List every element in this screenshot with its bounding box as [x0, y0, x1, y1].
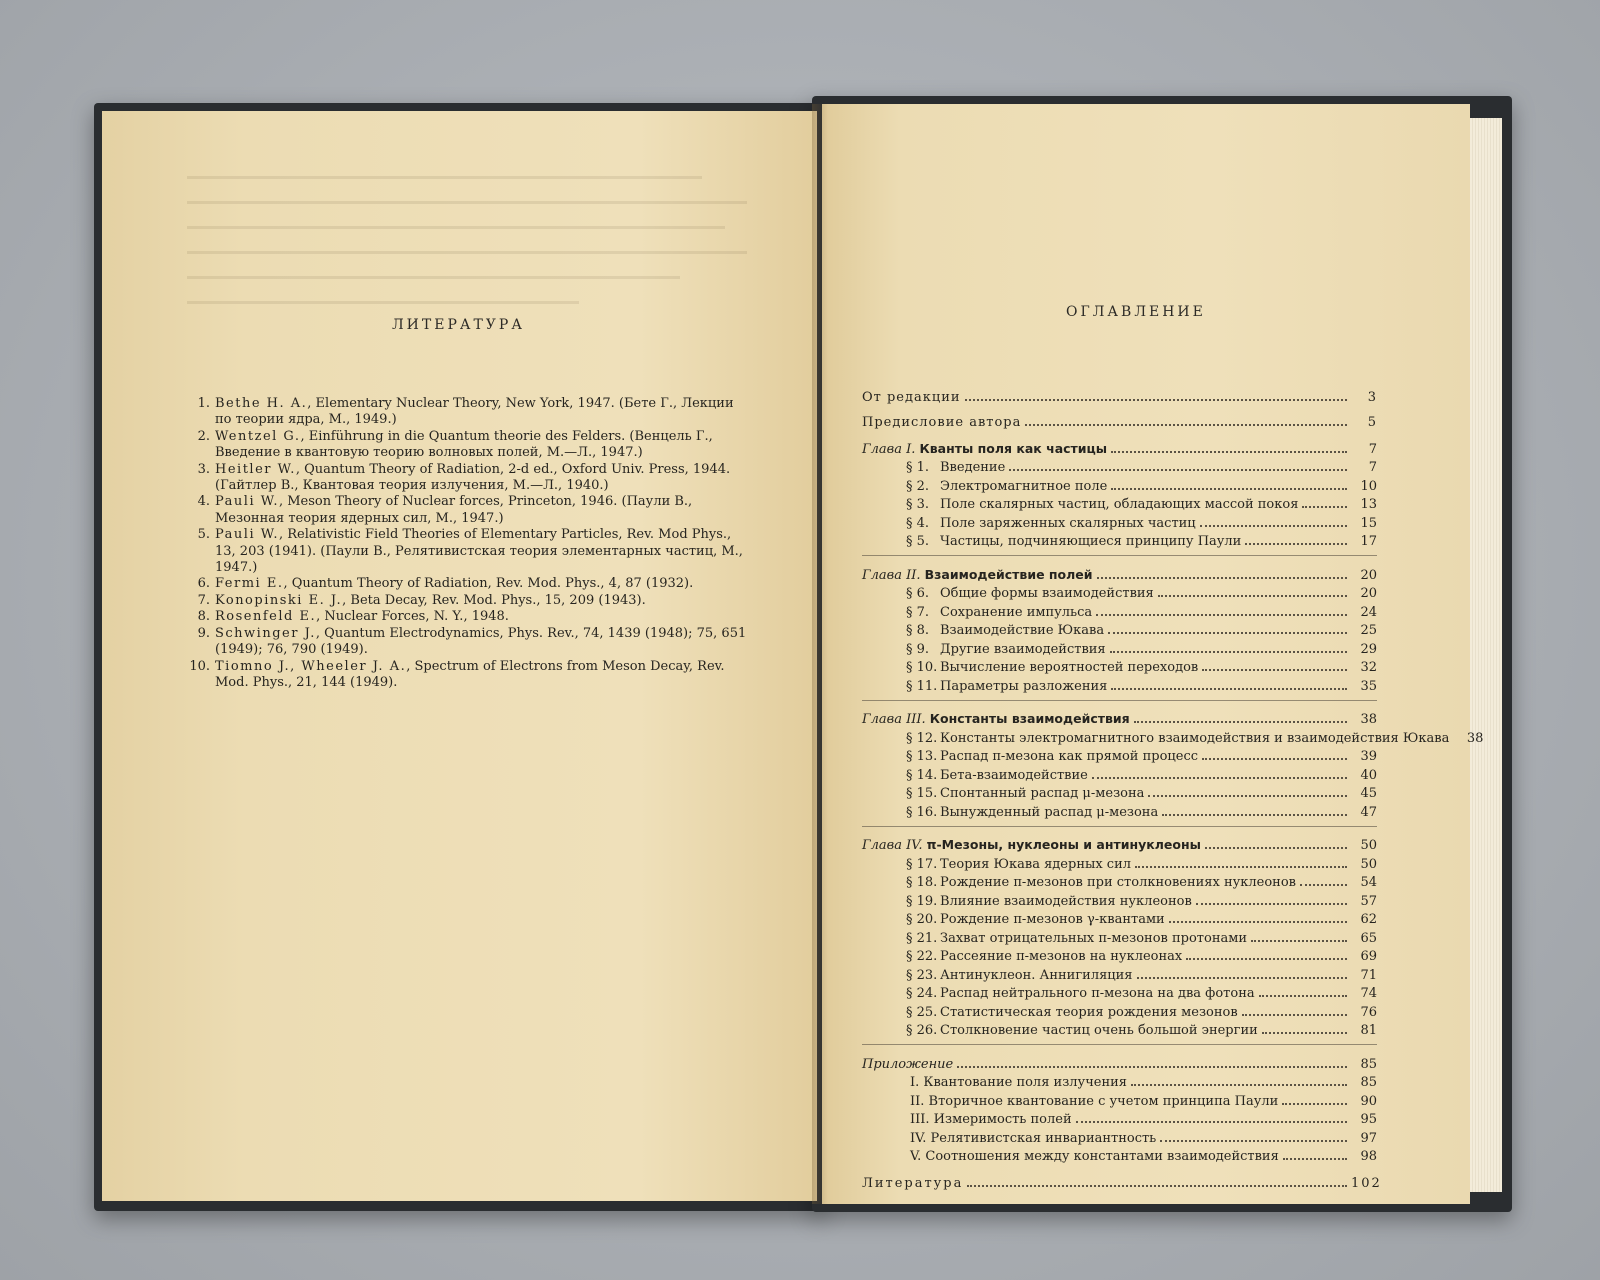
leader-dots	[1202, 655, 1347, 671]
toc-section	[862, 620, 1377, 639]
appendix-item-title: Измеримость полей	[933, 1112, 1072, 1127]
leader-dots	[1186, 944, 1347, 960]
toc-section	[862, 475, 1377, 494]
toc-label	[862, 894, 1192, 909]
leader-dots	[1111, 474, 1347, 490]
leader-dots	[1135, 852, 1347, 868]
reference-details: , Spectrum of Electrons from Meson Decay, Rev. Mod. Phys., 21, 144 (1949).	[215, 658, 725, 690]
page-number: 38	[1466, 730, 1484, 746]
leader-dots	[1137, 963, 1347, 979]
section-title: Рассеяние π-мезонов на нуклеонах	[940, 949, 1183, 964]
page-number: 20	[1360, 586, 1377, 601]
toc-section	[862, 801, 1377, 820]
toc-label	[862, 1057, 953, 1072]
toc-label	[862, 390, 961, 405]
page-number: 95	[1360, 1112, 1377, 1127]
leader-dots	[1025, 410, 1347, 426]
section-number: § 24.	[906, 986, 938, 1001]
chapter-title: π-Мезоны, нуклеоны и антинуклеоны	[926, 837, 1201, 852]
toc-section	[862, 890, 1377, 909]
page-number: 85	[1360, 1056, 1377, 1072]
section-number: § 4.	[906, 515, 930, 531]
page-edges	[1470, 118, 1502, 1192]
toc-front-label: От редакции	[862, 390, 961, 405]
section-number: § 22.	[906, 949, 938, 964]
section-title: Поле заряженных скалярных частиц	[940, 515, 1196, 531]
reference-item	[188, 396, 748, 429]
section-title: Столкновение частиц очень большой энергии	[940, 1023, 1258, 1038]
toc-label	[862, 1005, 1238, 1020]
reference-number: 9.	[197, 625, 210, 641]
reference-text	[215, 609, 748, 625]
page-number: 74	[1360, 986, 1377, 1001]
reference-item	[188, 494, 748, 527]
reference-number: 2.	[197, 428, 210, 444]
reference-number: 10.	[189, 658, 210, 674]
leader-dots	[967, 1171, 1347, 1187]
leader-dots	[1076, 1107, 1347, 1123]
toc-label	[862, 711, 1130, 727]
page-number: 47	[1360, 804, 1377, 820]
page-number: 57	[1360, 893, 1377, 909]
page-number: 29	[1360, 641, 1377, 657]
toc-section	[862, 675, 1377, 694]
reference-details: , Meson Theory of Nuclear forces, Princeton, 1946. (Паули В., Мезонная теория ядерных сил, М., 1947.)	[215, 494, 693, 526]
reference-item	[188, 429, 748, 462]
page-number: 54	[1360, 875, 1377, 890]
leader-dots	[1092, 763, 1347, 779]
reference-details: , Einführung in die Quantum theorie des Felders. (Венцель Г., Введение в квантовую теорию волновых полей, М.—Л., 1947.)	[215, 428, 713, 461]
section-title: Частицы, подчиняющиеся принципу Паули	[940, 534, 1242, 549]
page-number: 81	[1360, 1023, 1377, 1038]
chapter-divider	[862, 555, 1377, 556]
toc-appendix-item	[862, 1146, 1377, 1165]
chapter-prefix: Глава II.	[862, 567, 921, 583]
toc-section	[862, 964, 1377, 983]
appendix-item-title: Квантование поля излучения	[923, 1075, 1128, 1090]
toc-section	[862, 512, 1377, 531]
page-number: 45	[1360, 786, 1377, 801]
toc-label	[862, 623, 1104, 638]
section-number: § 17.	[906, 856, 938, 872]
leader-dots	[1108, 618, 1347, 634]
toc-section	[862, 1020, 1377, 1039]
section-number: § 16.	[906, 804, 938, 820]
section-title: Введение	[940, 460, 1006, 475]
section-title: Антинуклеон. Аннигиляция	[940, 967, 1133, 983]
leader-dots	[1131, 1070, 1347, 1086]
chapter-title: Кванты поля как частицы	[919, 440, 1108, 456]
page-number: 32	[1360, 660, 1377, 675]
section-title: Поле скалярных частиц, обладающих массой покоя	[940, 497, 1299, 512]
toc-label	[862, 786, 1144, 801]
toc-section	[862, 927, 1377, 946]
toc-appendix-item	[862, 1090, 1377, 1109]
leader-dots	[1169, 907, 1347, 923]
section-number: § 3.	[906, 497, 930, 512]
toc-section	[862, 457, 1377, 476]
leader-dots	[1282, 1089, 1347, 1105]
section-number: § 8.	[906, 623, 930, 638]
toc-section	[862, 1001, 1377, 1020]
appendix-number: I.	[910, 1075, 924, 1090]
section-number: § 13.	[906, 749, 938, 764]
leader-dots	[1196, 889, 1347, 905]
reference-author: Tiomno J., Wheeler J. A.	[215, 658, 407, 674]
literature-title: ЛИТЕРАТУРА	[392, 317, 525, 333]
section-title: Константы электромагнитного взаимодействия и взаимодействия Юкава	[940, 730, 1450, 746]
toc-label	[862, 1149, 1279, 1164]
section-title: Распад π-мезона как прямой процесс	[940, 749, 1199, 764]
reference-text	[215, 593, 748, 609]
reference-text	[215, 527, 748, 576]
reference-item	[188, 576, 748, 592]
appendix-number: II.	[910, 1093, 929, 1109]
toc-label	[862, 857, 1131, 872]
page-number: 97	[1360, 1130, 1377, 1146]
page-number: 13	[1360, 497, 1377, 512]
reference-text	[215, 626, 748, 659]
reference-item	[188, 527, 748, 576]
section-title: Теория Юкава ядерных сил	[940, 856, 1132, 872]
appendix-title: Приложение	[862, 1056, 954, 1072]
page-number: 10	[1360, 478, 1377, 494]
section-title: Бета-взаимодействие	[940, 767, 1088, 783]
toc-section	[862, 783, 1377, 802]
toc-section	[862, 764, 1377, 783]
leader-dots	[1111, 674, 1347, 690]
reference-details: , Quantum Theory of Radiation, Rev. Mod. Phys., 4, 87 (1932).	[283, 576, 694, 592]
page-number: 35	[1360, 678, 1377, 694]
leader-dots	[1205, 833, 1347, 849]
leader-dots	[1259, 981, 1347, 997]
page-number: 17	[1360, 534, 1377, 549]
section-title: Рождение π-мезонов при столкновениях нуклеонов	[940, 875, 1296, 890]
toc-section	[862, 583, 1377, 602]
section-title: Статистическая теория рождения мезонов	[940, 1004, 1238, 1020]
reference-item	[188, 609, 748, 625]
chapter-prefix: Глава IV.	[862, 838, 923, 853]
toc-front-item	[862, 380, 1377, 405]
reference-text	[215, 576, 748, 592]
reference-number: 4.	[197, 494, 210, 510]
toc-section	[862, 983, 1377, 1002]
page-number: 102	[1351, 1175, 1382, 1191]
toc-section	[862, 853, 1377, 872]
page-number: 15	[1360, 515, 1377, 531]
toc-label	[862, 567, 1093, 583]
section-number: § 5.	[906, 534, 930, 549]
reference-author: Schwinger J.	[215, 625, 316, 641]
section-number: § 15.	[906, 786, 938, 801]
leader-dots	[1242, 1000, 1347, 1016]
leader-dots	[1302, 492, 1347, 508]
page-number: 50	[1360, 856, 1377, 872]
section-number: § 21.	[906, 930, 938, 946]
chapter-title: Константы взаимодействия	[929, 711, 1130, 726]
page-number: 38	[1360, 712, 1377, 727]
toc-label	[862, 605, 1092, 620]
toc-label	[862, 460, 1005, 475]
toc-label	[862, 1176, 963, 1191]
section-number: § 12.	[906, 730, 938, 746]
reference-number: 3.	[197, 461, 210, 477]
toc-section	[862, 909, 1377, 928]
section-title: Общие формы взаимодействия	[940, 586, 1154, 601]
section-title: Параметры разложения	[940, 678, 1108, 694]
page-number: 7	[1368, 460, 1377, 475]
toc-label	[862, 768, 1088, 783]
section-title: Рождение π-мезонов γ-квантами	[940, 912, 1165, 927]
page-number: 62	[1360, 912, 1377, 927]
toc-label	[862, 805, 1158, 820]
toc-label	[862, 731, 1449, 746]
reference-item	[188, 462, 748, 495]
chapter-title: Взаимодействие полей	[924, 566, 1093, 582]
toc-section	[862, 601, 1377, 620]
section-number: § 19.	[906, 893, 938, 909]
reference-author: Pauli W.	[215, 527, 279, 543]
toc-label	[862, 679, 1107, 694]
section-title: Другие взаимодействия	[940, 641, 1106, 657]
section-number: § 6.	[906, 586, 930, 601]
table-of-contents	[862, 380, 1484, 1191]
toc-chapter	[862, 709, 1377, 728]
chapter-divider	[862, 826, 1377, 827]
reference-text	[215, 396, 748, 429]
leader-dots	[1148, 781, 1347, 797]
reference-number: 6.	[197, 576, 210, 592]
toc-front-label: Предисловие автора	[862, 415, 1022, 430]
section-title: Спонтанный распад μ-мезона	[940, 786, 1145, 801]
toc-chapter	[862, 438, 1377, 457]
leader-dots	[1251, 926, 1347, 942]
toc-appendix-item	[862, 1127, 1377, 1146]
section-number: § 23.	[906, 967, 938, 983]
reference-text	[215, 429, 748, 462]
toc-label	[862, 516, 1196, 531]
section-number: § 20.	[906, 912, 938, 927]
toc-front-item	[862, 405, 1377, 430]
leader-dots	[1158, 581, 1347, 597]
toc-label	[862, 1023, 1258, 1038]
toc-section	[862, 746, 1377, 765]
section-number: § 1.	[906, 460, 930, 475]
reference-author: Heitler W.	[215, 461, 296, 477]
reference-item	[188, 659, 748, 692]
reference-details: , Relativistic Field Theories of Elementary Particles, Rev. Mod Phys., 13, 203 (1941). (Паули В., Релятивистская теория элементарных частиц, М., 1947.)	[215, 527, 743, 576]
toc-label	[862, 1075, 1127, 1090]
section-number: § 9.	[906, 641, 930, 657]
page-number: 69	[1360, 949, 1377, 964]
leader-dots	[1097, 563, 1347, 579]
toc-label	[862, 1112, 1072, 1127]
appendix-number: V.	[910, 1149, 926, 1164]
reference-author: Fermi E.	[215, 576, 284, 592]
book-gutter	[812, 104, 828, 1204]
toc-label	[862, 415, 1021, 430]
leader-dots	[957, 1052, 1347, 1068]
section-number: § 7.	[906, 604, 930, 620]
reference-item	[188, 626, 748, 659]
section-title: Взаимодействие Юкава	[940, 623, 1105, 638]
reference-text	[215, 659, 748, 692]
reference-details: , Quantum Theory of Radiation, 2-d ed., Oxford Univ. Press, 1944. (Гайтлер В., Квантовая теория излучения, М.—Л., 1940.)	[215, 461, 731, 494]
toc-literature	[862, 1172, 1382, 1191]
page-number: 5	[1367, 415, 1377, 430]
leader-dots	[1245, 529, 1347, 545]
page-number: 76	[1360, 1004, 1377, 1020]
section-number: § 18.	[906, 875, 938, 890]
page-number: 39	[1360, 749, 1377, 764]
reference-number: 7.	[197, 592, 210, 608]
leader-dots	[1134, 707, 1347, 723]
leader-dots	[1110, 637, 1347, 653]
section-number: § 10.	[906, 660, 938, 675]
appendix-item-title: Вторичное квантование с учетом принципа Паули	[928, 1093, 1279, 1109]
page-number: 3	[1367, 390, 1377, 405]
section-number: § 25.	[906, 1004, 938, 1020]
toc-title: ОГЛАВЛЕНИЕ	[1066, 304, 1206, 320]
toc-label	[862, 534, 1241, 549]
reference-author: Pauli W.	[215, 494, 279, 510]
chapter-prefix: Глава I.	[862, 441, 916, 457]
page-number: 25	[1360, 623, 1377, 638]
chapter-divider	[862, 700, 1377, 701]
page-number: 90	[1360, 1093, 1377, 1109]
toc-section	[862, 946, 1377, 965]
leader-dots	[1096, 600, 1347, 616]
page-number: 20	[1360, 567, 1377, 583]
leader-dots	[1009, 455, 1347, 471]
appendix-item-title: Релятивистская инвариантность	[930, 1130, 1157, 1146]
reference-text	[215, 494, 748, 527]
page-number: 50	[1360, 838, 1377, 853]
reference-list	[188, 396, 748, 691]
right-page	[822, 104, 1484, 1204]
reference-details: , Elementary Nuclear Theory, New York, 1947. (Бете Г., Лекции по теории ядра, М., 1949.)	[215, 396, 734, 428]
leader-dots	[1111, 437, 1347, 453]
toc-appendix	[862, 1053, 1377, 1072]
appendix-item-title: Соотношения между константами взаимодействия	[925, 1149, 1279, 1164]
page-number: 40	[1360, 767, 1377, 783]
section-number: § 26.	[906, 1023, 938, 1038]
toc-label	[862, 1131, 1156, 1146]
leader-dots	[1202, 744, 1347, 760]
toc-label	[862, 642, 1106, 657]
toc-chapter	[862, 564, 1377, 583]
section-title: Распад нейтрального π-мезона на два фотона	[940, 986, 1255, 1001]
toc-label	[862, 479, 1107, 494]
toc-label	[862, 986, 1255, 1001]
toc-label	[862, 912, 1165, 927]
leader-dots	[1283, 1144, 1347, 1160]
reference-author: Wentzel G.	[215, 428, 301, 444]
page-number: 71	[1360, 967, 1377, 983]
reference-number: 1.	[197, 396, 210, 411]
reference-details: , Beta Decay, Rev. Mod. Phys., 15, 209 (1943).	[342, 592, 646, 608]
toc-section	[862, 638, 1377, 657]
chapter-divider	[862, 1044, 1377, 1045]
leader-dots	[1262, 1018, 1347, 1034]
left-page	[102, 111, 817, 1201]
page-number: 85	[1360, 1075, 1377, 1090]
toc-appendix-item	[862, 1072, 1377, 1091]
section-title: Вынужденный распад μ-мезона	[940, 804, 1159, 820]
section-number: § 11.	[906, 678, 938, 694]
toc-label	[862, 949, 1182, 964]
toc-label	[862, 968, 1133, 983]
reference-details: , Quantum Electrodynamics, Phys. Rev., 74, 1439 (1948); 75, 651 (1949); 76, 790 (1949).	[215, 625, 747, 658]
page-number: 7	[1368, 441, 1377, 457]
leader-dots	[965, 385, 1347, 401]
toc-section	[862, 494, 1377, 513]
toc-chapter	[862, 835, 1377, 854]
reference-details: , Nuclear Forces, N. Y., 1948.	[316, 609, 509, 625]
leader-dots	[1160, 1126, 1347, 1142]
appendix-number: III.	[910, 1112, 934, 1127]
reference-author: Konopinski E. J.	[215, 592, 343, 608]
section-title: Влияние взаимодействия нуклеонов	[940, 893, 1192, 909]
reference-author: Bethe H. A.	[215, 396, 308, 411]
toc-section	[862, 727, 1484, 746]
toc-section	[862, 872, 1377, 891]
reference-number: 5.	[197, 527, 210, 543]
leader-dots	[1300, 870, 1347, 886]
page-number: 65	[1360, 930, 1377, 946]
reference-number: 8.	[197, 609, 210, 625]
toc-appendix-item	[862, 1109, 1377, 1128]
page-number: 24	[1360, 604, 1377, 620]
page-number: 98	[1360, 1149, 1377, 1164]
literature-label: Литература	[862, 1175, 964, 1191]
toc-section	[862, 531, 1377, 550]
section-title: Электромагнитное поле	[940, 478, 1108, 494]
leader-dots	[1162, 800, 1347, 816]
section-title: Сохранение импульса	[940, 604, 1093, 620]
chapter-prefix: Глава III.	[862, 712, 926, 727]
reference-item	[188, 593, 748, 609]
section-title: Вычисление вероятностей переходов	[940, 660, 1199, 675]
leader-dots	[1200, 511, 1347, 527]
appendix-number: IV.	[910, 1130, 931, 1146]
section-title: Захват отрицательных π-мезонов протонами	[940, 930, 1248, 946]
section-number: § 14.	[906, 767, 938, 783]
reference-text	[215, 462, 748, 495]
reference-author: Rosenfeld E.	[215, 609, 317, 625]
toc-section	[862, 657, 1377, 676]
section-number: § 2.	[906, 478, 930, 494]
